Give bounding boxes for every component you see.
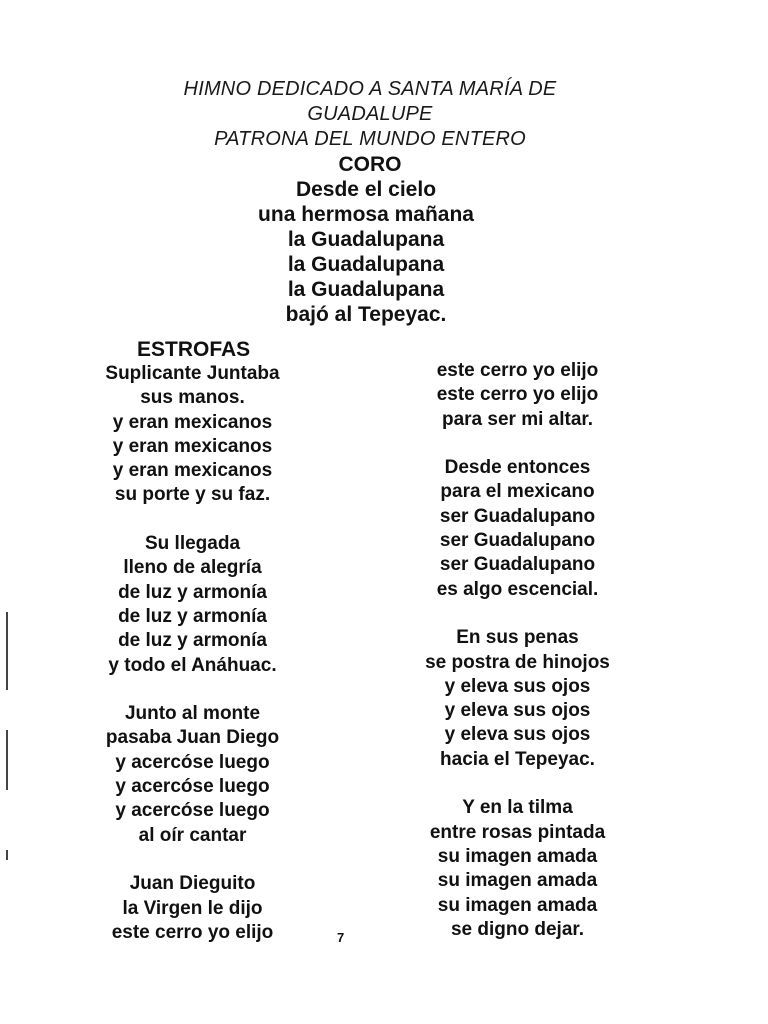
verse-line: este cerro yo elijo	[111, 921, 274, 943]
verse-line: su imagen amada	[437, 845, 598, 867]
verse-line: su porte y su faz.	[114, 484, 271, 506]
left-column-verses	[80, 362, 305, 945]
coro-line: una hermosa mañana	[258, 203, 474, 226]
verse-line: entre rosas pintada	[429, 821, 606, 843]
verse-line: pasaba Juan Diego	[105, 727, 280, 749]
estrofas-heading: ESTROFAS	[137, 338, 251, 361]
stanza-break	[390, 772, 645, 796]
stanza-break	[80, 848, 305, 872]
verse-line: y todo el Anáhuac.	[108, 654, 277, 676]
stanza-break	[80, 508, 305, 532]
verse-line: la Virgen le dijo	[122, 897, 263, 919]
verse-line: y acercóse luego	[115, 776, 270, 798]
margin-mark	[6, 730, 8, 790]
title-line-3: PATRONA DEL MUNDO ENTERO	[214, 128, 526, 150]
verse-line: hacia el Tepeyac.	[440, 748, 595, 770]
coro-verses	[0, 177, 732, 327]
coro-line: la Guadalupana	[287, 253, 445, 276]
margin-mark	[6, 612, 8, 690]
verse-line: su imagen amada	[437, 870, 598, 892]
verse-line: de luz y armonía	[118, 605, 267, 627]
verse-line: es algo escencial.	[436, 578, 599, 600]
verse-line: este cerro yo elijo	[436, 384, 599, 406]
coro-line: bajó al Tepeyac.	[285, 303, 447, 326]
title-line-1: HIMNO DEDICADO A SANTA MARÍA DE	[183, 78, 557, 100]
verse-line: y eran mexicanos	[112, 460, 273, 482]
stanza-break	[390, 602, 645, 626]
title-line-2: GUADALUPE	[307, 103, 433, 125]
verse-line: y eleva sus ojos	[444, 675, 591, 697]
page-number: 7	[337, 930, 345, 945]
verse-line: de luz y armonía	[118, 581, 267, 603]
verse-line: Desde entonces	[444, 457, 591, 479]
right-column-verses	[390, 359, 645, 942]
verse-line: al oír cantar	[138, 824, 247, 846]
verse-line: y eran mexicanos	[112, 435, 273, 457]
verse-line: y acercóse luego	[115, 751, 270, 773]
verse-line: y eran mexicanos	[112, 411, 273, 433]
verse-line: Su llegada	[144, 533, 241, 555]
verse-line: y acercóse luego	[115, 800, 270, 822]
verse-line: lleno de alegría	[123, 557, 262, 579]
verse-line: ser Guadalupano	[439, 530, 596, 552]
coro-heading: CORO	[338, 153, 402, 176]
verse-line: Y en la tilma	[462, 797, 573, 819]
verse-line: y eleva sus ojos	[444, 700, 591, 722]
verse-line: para el mexicano	[440, 481, 595, 503]
margin-mark	[6, 850, 8, 860]
verse-line: Suplicante Juntaba	[105, 363, 280, 384]
verse-line: En sus penas	[456, 627, 579, 649]
verse-line: se digno dejar.	[450, 918, 585, 940]
verse-line: su imagen amada	[437, 894, 598, 916]
coro-line: la Guadalupana	[287, 278, 445, 301]
verse-line: Juan Dieguito	[129, 873, 256, 895]
verse-line: sus manos.	[140, 387, 245, 409]
coro-line: la Guadalupana	[287, 228, 445, 251]
verse-line: Junto al monte	[124, 703, 261, 725]
verse-line: se postra de hinojos	[425, 651, 610, 673]
verse-line: ser Guadalupano	[439, 505, 596, 527]
verse-line: para ser mi altar.	[441, 408, 594, 430]
stanza-break	[390, 432, 645, 456]
verse-line: de luz y armonía	[118, 630, 267, 652]
coro-line: Desde el cielo	[295, 178, 437, 201]
verse-line: ser Guadalupano	[439, 554, 596, 576]
verse-line: y eleva sus ojos	[444, 724, 591, 746]
verse-line: este cerro yo elijo	[436, 360, 599, 381]
stanza-break	[80, 678, 305, 702]
